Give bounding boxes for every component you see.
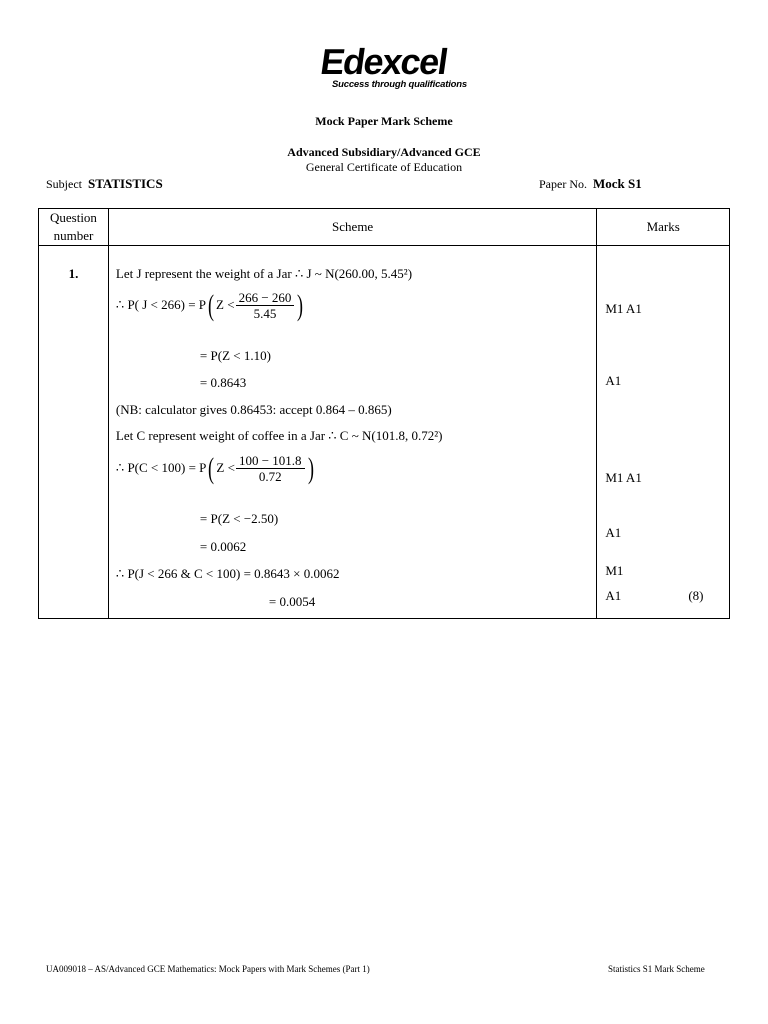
scheme-line-6: Let C represent weight of coffee in a Jar ∴ C ~ N(101.8, 0.72²)	[115, 428, 443, 443]
logo-tagline: Success through qualifications	[332, 79, 467, 90]
subject-label: Subject	[46, 177, 82, 191]
scheme-cell	[108, 246, 596, 619]
mark-total: (8)	[688, 588, 704, 603]
fraction-1-numerator: 266 − 260	[236, 290, 295, 306]
mark-4: A1	[605, 525, 622, 540]
marks-cell	[597, 246, 730, 619]
scheme-line-5: (NB: calculator gives 0.86453: accept 0.864 – 0.865)	[115, 402, 392, 417]
paper-value: Mock S1	[593, 176, 642, 191]
table-row	[39, 246, 730, 619]
fraction-2-denominator: 0.72	[258, 469, 282, 484]
certificate-line: General Certificate of Education	[305, 160, 463, 174]
subject-field	[46, 176, 163, 192]
scheme-line-7	[116, 453, 316, 485]
paper-number-field	[539, 176, 642, 192]
scheme-line-9: = 0.0062	[199, 539, 247, 554]
scheme-line-11: = 0.0054	[268, 594, 316, 609]
mark-2: A1	[605, 373, 622, 388]
paper-label: Paper No.	[539, 177, 587, 191]
edexcel-logo	[318, 42, 468, 90]
scheme-line-3: = P(Z < 1.10)	[199, 348, 271, 363]
footer-left: UA009018 – AS/Advanced GCE Mathematics: Mock Papers with Mark Schemes (Part 1)	[46, 964, 370, 974]
scheme-line-2-z: Z <	[216, 296, 235, 312]
scheme-line-2-lhs: ∴ P( J < 266) = P	[115, 296, 207, 312]
mark-1: M1 A1	[605, 301, 642, 316]
question-cell	[39, 246, 109, 619]
fraction-1-denominator: 5.45	[253, 306, 277, 321]
scheme-line-10: ∴ P(J < 266 & C < 100) = 0.8643 × 0.0062	[115, 566, 340, 581]
scheme-line-8: = P(Z < −2.50)	[199, 511, 279, 526]
document-title: Mock Paper Mark Scheme	[315, 114, 453, 128]
logo-wordmark: Edexcel	[318, 41, 450, 82]
scheme-line-4: = 0.8643	[199, 375, 247, 390]
fraction-2-numerator: 100 − 101.8	[236, 453, 305, 469]
mark-3: M1 A1	[605, 470, 642, 485]
mark-6: A1	[605, 588, 622, 603]
mark-5: M1	[605, 563, 624, 578]
mark-scheme-table	[38, 208, 730, 619]
close-paren: )	[307, 452, 314, 485]
table-header-row	[39, 209, 730, 246]
header-marks: Marks	[597, 209, 730, 246]
open-paren: (	[208, 289, 215, 322]
subject-value: STATISTICS	[88, 176, 163, 191]
scheme-line-7-z: Z <	[216, 459, 235, 475]
fraction-1	[236, 290, 295, 322]
scheme-line-2	[116, 290, 306, 322]
header-question-number: Question number	[39, 209, 109, 246]
open-paren: (	[208, 452, 215, 485]
scheme-line-7-lhs: ∴ P(C < 100) = P	[115, 459, 207, 475]
close-paren: )	[297, 289, 304, 322]
fraction-2	[236, 453, 305, 485]
qualification-line: Advanced Subsidiary/Advanced GCE	[287, 145, 481, 159]
question-number: 1.	[68, 266, 79, 281]
scheme-line-1: Let J represent the weight of a Jar ∴ J ~ N(260.00, 5.45²)	[115, 266, 413, 281]
header-scheme: Scheme	[108, 209, 596, 246]
footer-right: Statistics S1 Mark Scheme	[608, 964, 705, 974]
